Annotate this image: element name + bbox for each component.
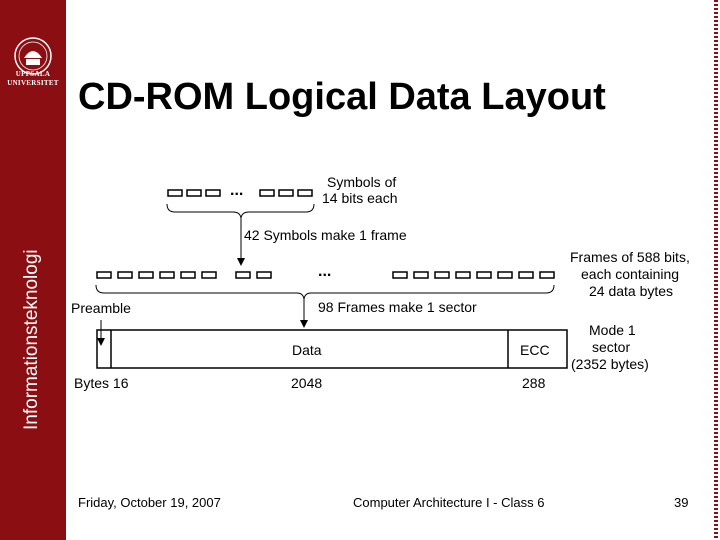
symbols-ellipsis: ... <box>230 182 244 199</box>
frames-label-2: each containing <box>581 266 680 282</box>
footer-course: Computer Architecture I - Class 6 <box>353 495 545 510</box>
preamble-arrow-head <box>97 338 105 346</box>
sector-arrow-head <box>300 320 308 328</box>
footer-page-number: 39 <box>674 495 689 510</box>
bytes-preamble-label: Bytes 16 <box>74 375 129 391</box>
frames-ellipsis: ... <box>318 263 332 280</box>
footer-date: Friday, October 19, 2007 <box>78 495 221 510</box>
bytes-ecc-label: 288 <box>522 375 546 391</box>
mode-label-3: (2352 bytes) <box>571 356 649 372</box>
ecc-field-label: ECC <box>520 342 550 358</box>
frame-label: 42 Symbols make 1 frame <box>244 227 407 243</box>
sidebar-label: Informationsteknologi <box>21 249 42 430</box>
sector-label: 98 Frames make 1 sector <box>318 299 477 315</box>
mode-label-1: Mode 1 <box>589 322 636 338</box>
slide-title: CD-ROM Logical Data Layout <box>78 76 606 118</box>
symbols-label-1: Symbols of <box>327 174 397 190</box>
frames-label-1: Frames of 588 bits, <box>570 249 690 265</box>
logo-line-1: UPPSALA <box>15 70 51 78</box>
mode-label-2: sector <box>592 339 631 355</box>
symbols-brace <box>167 204 314 218</box>
frames-label-3: 24 data bytes <box>589 283 674 299</box>
bytes-data-label: 2048 <box>291 375 323 391</box>
logo-line-2: UNIVERSITET <box>7 79 59 87</box>
sector-box <box>97 330 567 368</box>
frame-arrow-head <box>237 258 245 266</box>
frames-brace <box>96 285 554 299</box>
symbols-label-2: 14 bits each <box>322 190 398 206</box>
preamble-label: Preamble <box>71 300 131 316</box>
data-field-label: Data <box>292 342 322 358</box>
